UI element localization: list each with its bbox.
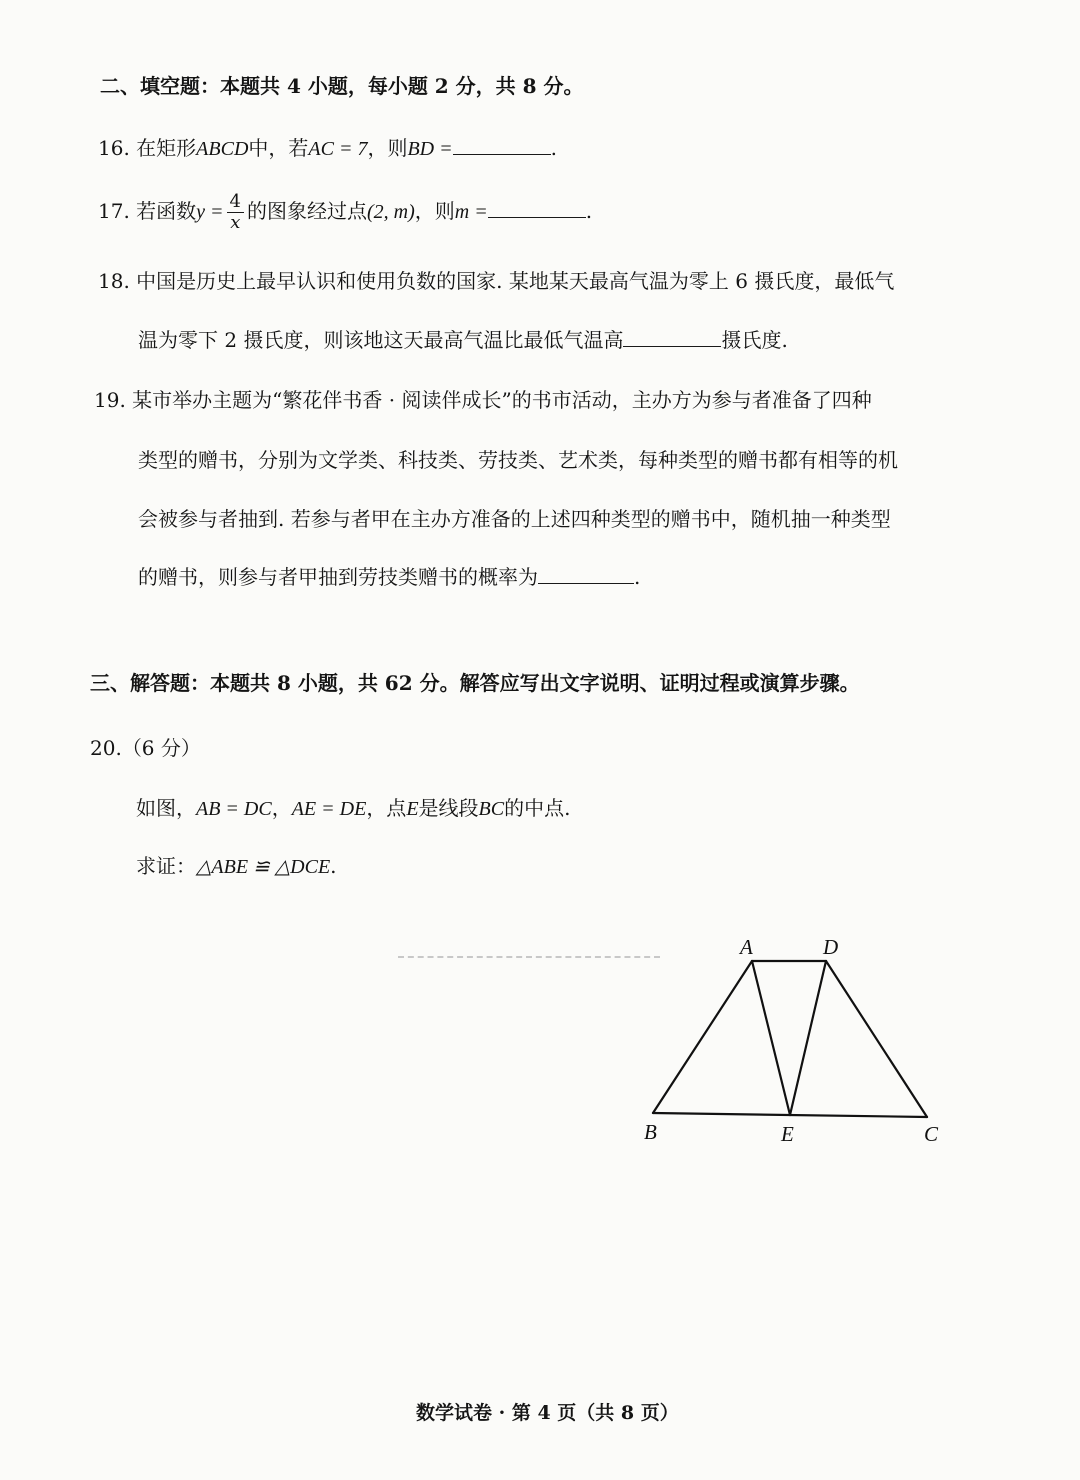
question-16-text-pre: 在矩形: [136, 136, 197, 160]
point-2-m: (2, m): [367, 201, 415, 223]
answer-blank-19[interactable]: [538, 563, 634, 584]
segment-ab: [653, 961, 752, 1113]
segment-ae: [752, 961, 790, 1115]
question-17-text-mid: 的图象经过点: [247, 199, 367, 223]
question-18-text-1: 中国是历史上最早认识和使用负数的国家. 某地某天最高气温为零上 6 摄氏度，最低气: [136, 269, 895, 293]
question-17-text-pre: 若函数: [136, 199, 197, 223]
question-20-score: （6 分）: [121, 736, 201, 760]
section-3-title: 三、解答题：本题共 8 小题，共 62 分。解答应写出文字说明、证明过程或演算步骤。: [90, 671, 860, 695]
label-e: E: [781, 1122, 794, 1146]
answer-blank-16[interactable]: [453, 134, 551, 155]
question-20-number: 20.: [90, 736, 122, 760]
question-17-text-then: ，则: [414, 199, 455, 223]
fraction-numerator: 4: [227, 192, 244, 213]
question-19-line-2: 类型的赠书，分别为文学类、科技类、劳技类、艺术类，每种类型的赠书都有相等的机: [138, 448, 898, 472]
ask-bd: BD =: [407, 138, 453, 160]
question-16-number: 16.: [98, 136, 130, 160]
condition-ab-dc: AB = DC: [196, 798, 272, 820]
prove-prefix: 求证：: [136, 854, 196, 878]
question-20-header: [90, 734, 201, 762]
question-18-text-3: 摄氏度.: [721, 328, 788, 352]
question-16: [98, 134, 557, 163]
question-20-given: [136, 794, 570, 823]
question-18-line-1: [98, 267, 894, 295]
label-b: B: [644, 1120, 657, 1144]
question-19-text-1: 某市举办主题为“繁花伴书香 · 阅读伴成长”的书市活动，主办方为参与者准备了四种: [132, 388, 872, 412]
question-16-text-mid: 中，若: [248, 136, 309, 160]
label-c: C: [924, 1122, 939, 1146]
question-18-number: 18.: [98, 269, 130, 293]
prove-end: .: [330, 854, 337, 878]
question-19-line-3: 会被参与者抽到. 若参与者甲在主办方准备的上述四种类型的赠书中，随机抽一种类型: [138, 507, 891, 531]
question-19-number: 19.: [94, 388, 126, 412]
function-y: y =: [196, 201, 224, 223]
question-17: [98, 192, 592, 233]
given-mid-2: 是线段: [418, 796, 479, 820]
condition-ac: AC = 7: [308, 138, 368, 160]
question-18-line-2: [138, 326, 788, 354]
segment-bc: BC: [478, 798, 505, 820]
trapezoid-figure: [600, 920, 980, 1160]
question-18-text-2: 温为零下 2 摄氏度，则该地这天最高气温比最低气温高: [138, 328, 624, 352]
given-end: 的中点.: [504, 796, 571, 820]
ask-m: m =: [454, 201, 488, 223]
rectangle-name: ABCD: [196, 138, 249, 160]
question-17-end: .: [585, 199, 593, 223]
question-16-text-then: ，则: [367, 136, 408, 160]
segment-de: [790, 961, 826, 1115]
question-19-end: .: [634, 565, 641, 589]
given-separator: ，: [271, 796, 292, 820]
prove-statement: △ABE ≌ △DCE: [196, 856, 331, 878]
given-mid: ，点: [366, 796, 407, 820]
question-19-text-4: 的赠书，则参与者甲抽到劳技类赠书的概率为: [138, 565, 538, 589]
point-e: E: [406, 798, 419, 820]
question-19-line-4: [138, 563, 640, 591]
page-footer: 数学试卷 · 第 4 页（共 8 页）: [416, 1402, 679, 1424]
answer-blank-17[interactable]: [488, 197, 586, 218]
segment-dc: [826, 961, 927, 1117]
question-16-end: .: [550, 136, 557, 160]
fraction: [227, 192, 244, 233]
label-d: D: [823, 935, 839, 959]
answer-blank-18[interactable]: [623, 326, 721, 347]
fraction-denominator: x: [230, 212, 241, 233]
given-prefix: 如图，: [136, 796, 196, 820]
question-17-number: 17.: [98, 199, 130, 223]
question-19-line-1: [94, 386, 872, 414]
condition-ae-de: AE = DE: [291, 798, 367, 820]
label-a: A: [740, 935, 753, 959]
section-2-title: 二、填空题：本题共 4 小题，每小题 2 分，共 8 分。: [100, 74, 584, 98]
question-20-prove: [136, 852, 337, 881]
